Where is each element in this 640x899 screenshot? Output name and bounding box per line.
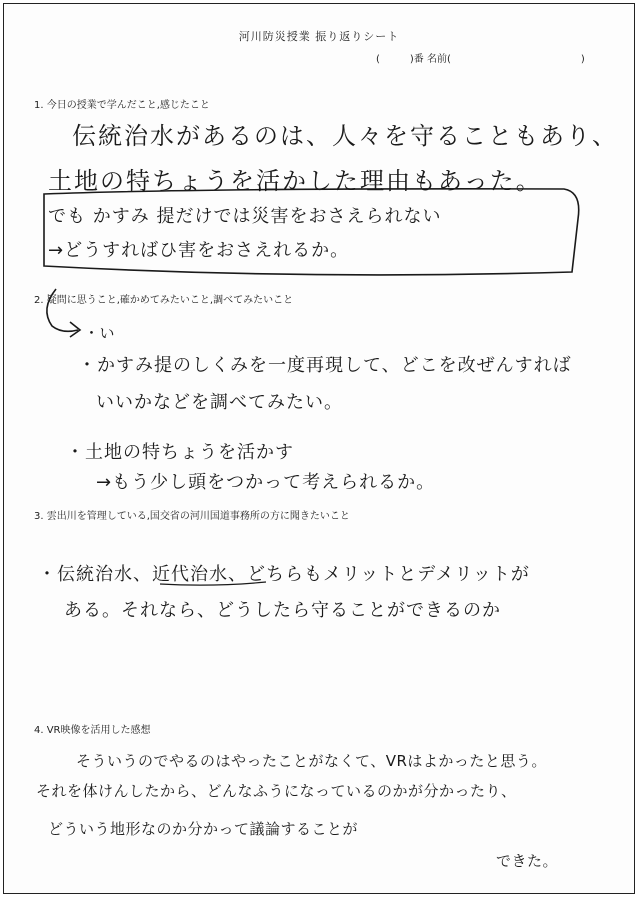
handwritten-marks — [4, 4, 635, 894]
section-2-line-5: →もう少し頭をつかって考えられるか。 — [96, 472, 436, 493]
section-2-line-3: いいかなどを調べてみたい。 — [96, 392, 343, 413]
section-2-line-2: ・かすみ提のしくみを一度再現して、どこを改ぜんすれば — [78, 355, 572, 376]
section-4-line-2: それを体けんしたから、どんなふうになっているのかが分かったり、 — [36, 782, 517, 800]
section-1-heading: 1. 今日の授業で学んだこと,感じたこと — [34, 100, 210, 111]
section-2-line-4: ・土地の特ちょうを活かす — [66, 442, 294, 463]
section-3-line-2: ある。それなら、どうしたら守ることができるのか — [64, 600, 501, 621]
section-1-line-3: でも かすみ 提だけでは災害をおさえられない — [48, 206, 442, 227]
reflection-sheet — [3, 3, 635, 894]
section-1-line-1: 伝統治水があるのは、人々を守ることもあり、 — [72, 122, 618, 150]
section-2-heading: 2. 疑問に思うこと,確かめてみたいこと,調べてみたいこと — [34, 295, 294, 306]
section-4-line-1: そういうのでやるのはやったことがなくて、VRはよかったと思う。 — [76, 752, 547, 770]
handdrawn-underline — [160, 582, 266, 585]
section-4-line-3: どういう地形なのか分かって議論することが — [48, 820, 359, 838]
section-1-line-2: 土地の特ちょうを活かした理由もあった。 — [48, 167, 542, 195]
handdrawn-box — [44, 189, 579, 275]
section-4-line-4: できた。 — [496, 852, 559, 870]
section-4-heading: 4. VR映像を活用した感想 — [34, 725, 151, 736]
section-3-line-1: ・伝統治水、近代治水、どちらもメリットとデメリットが — [38, 564, 530, 585]
section-3-heading: 3. 雲出川を管理している,国交省の河川国道事務所の方に聞きたいこと — [34, 511, 350, 522]
sheet-title: 河川防災授業 振り返りシート — [238, 30, 400, 43]
number-name-line: ( )番 名前( ) — [376, 54, 585, 65]
handdrawn-arrow-head — [70, 322, 80, 337]
section-1-line-4: →どうすればひ害をおさえれるか。 — [48, 240, 350, 261]
section-2-line-1: ・い — [84, 324, 116, 342]
